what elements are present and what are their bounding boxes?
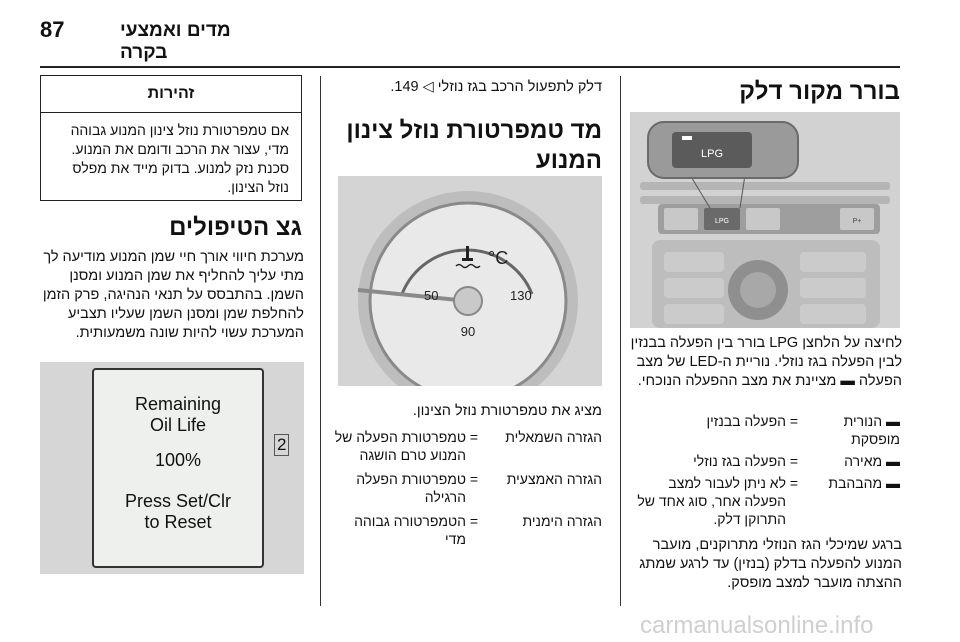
legend-equals: = [789,413,799,429]
column-divider-left [320,76,321,606]
watermark: carmanualsonline.info [640,612,874,639]
range-row [330,512,602,548]
lpg-small-label: LPG [714,218,730,225]
gauge-tick-mid: 90 [460,324,476,339]
display-percentage: 100% [154,450,202,470]
fuel-selector-paragraph2: ברגע שמיכלי הגז הנוזלי מתרוקנים, מועבר המנוע להפעלה בדלק (בנזין) עד לרגע שמתג ההצתה מועבר למצב מופסק. [639,537,902,591]
dashboard-illustration [630,112,900,328]
oil-life-figure [40,362,304,574]
legend-row [630,452,900,470]
fuel-selector-heading: בורר מקור דלק [739,78,900,105]
display-line2: Oil Life [149,415,207,435]
service-paragraph: מערכת חיווי אורך חיי שמן המנוע מודיעה לך מתי עליך להחליף את שמן המנוע ומסנן השמן. בהתבסס על תנאי הנהיגה, פרק הזמן להחלפת שמן ומסנן השמן שעליו תצביע המערכת עשוי להיות שונה משמעותית. [42,249,304,341]
section-title: מדים ואמצעי בקרה [120,20,231,63]
p-plus-label: P+ [852,218,862,225]
legend-equals: = [789,475,799,491]
lpg-button-label: LPG [700,148,724,160]
legend-row [630,474,900,528]
gauge-tick-max: 130 [510,288,532,303]
warning-title: זהירות [41,76,301,113]
warning-text: אם טמפרטורת נוזל צינון המנוע גבוהה מדי, עצור את הרכב ודומם את המנוע. סכנת נזק למנוע. בדוק מייד את מפלס נוזל הצינון. [70,122,289,195]
gauge-ranges [330,428,602,548]
range-zone: הגזרה השמאלית [505,429,602,445]
range-row [330,428,602,464]
coolant-gauge-heading: מד טמפרטורת נוזל צינון המנוע [346,117,602,174]
gauge-tick-min: 50 [424,288,439,303]
fuel-led-legend [630,412,900,528]
display-line1: Remaining [134,394,222,414]
legend-meaning: הפעלה בגז נוזלי [693,453,786,469]
warning-box [40,75,302,201]
range-desc: טמפרטורת הפעלה הרגילה [356,471,466,505]
range-row [330,470,602,506]
oil-life-display [92,368,264,568]
range-equals: = [469,471,479,487]
range-equals: = [469,429,479,445]
lpg-reference: דלק לתפעול הרכב בגז נוזלי ◁ 149. [390,79,602,95]
legend-state: ▬ מהבהבת [828,475,900,491]
legend-state: ▬ הנורית מופסקת [843,413,900,447]
legend-meaning: לא ניתן לעבור למצב הפעלה אחר, סוג אחד של התרוקן דלק. [637,475,786,527]
page-number: 87 [40,17,65,42]
header-divider [40,66,900,68]
range-equals: = [469,513,479,529]
gauge-unit: °C [488,248,509,268]
display-line5: to Reset [144,512,212,532]
range-desc: טמפרטורת הפעלה של המנוע טרם הושגה [334,429,466,463]
range-zone: הגזרה הימנית [522,513,602,529]
legend-equals: = [789,453,799,469]
service-heading: גצ הטיפולים [169,214,302,241]
gauge-caption: מציג את טמפרטורת נוזל הצינון. [412,403,602,419]
legend-meaning: הפעלה בבנזין [706,413,786,429]
fuel-selector-intro: לחיצה על הלחצן LPG בורר בין הפעלה בבנזין לבין הפעלה בגז נוזלי. נוריית ה-LED של מצב הפעלה ▬ מציינת את מצב ההפעלה הנוכחי. [630,335,902,389]
legend-state: ▬ מאירה [844,453,900,469]
range-zone: הגזרה האמצעית [506,471,602,487]
coolant-gauge [338,176,602,386]
figure-callout-number: 2 [274,434,289,456]
column-divider-right [620,76,621,606]
fuel-selector-figure [630,112,900,328]
coolant-gauge-figure [338,176,602,386]
range-desc: הטמפרטורה גבוהה מדי [354,513,466,547]
display-line4: Press Set/Clr [124,491,232,511]
legend-row [630,412,900,448]
